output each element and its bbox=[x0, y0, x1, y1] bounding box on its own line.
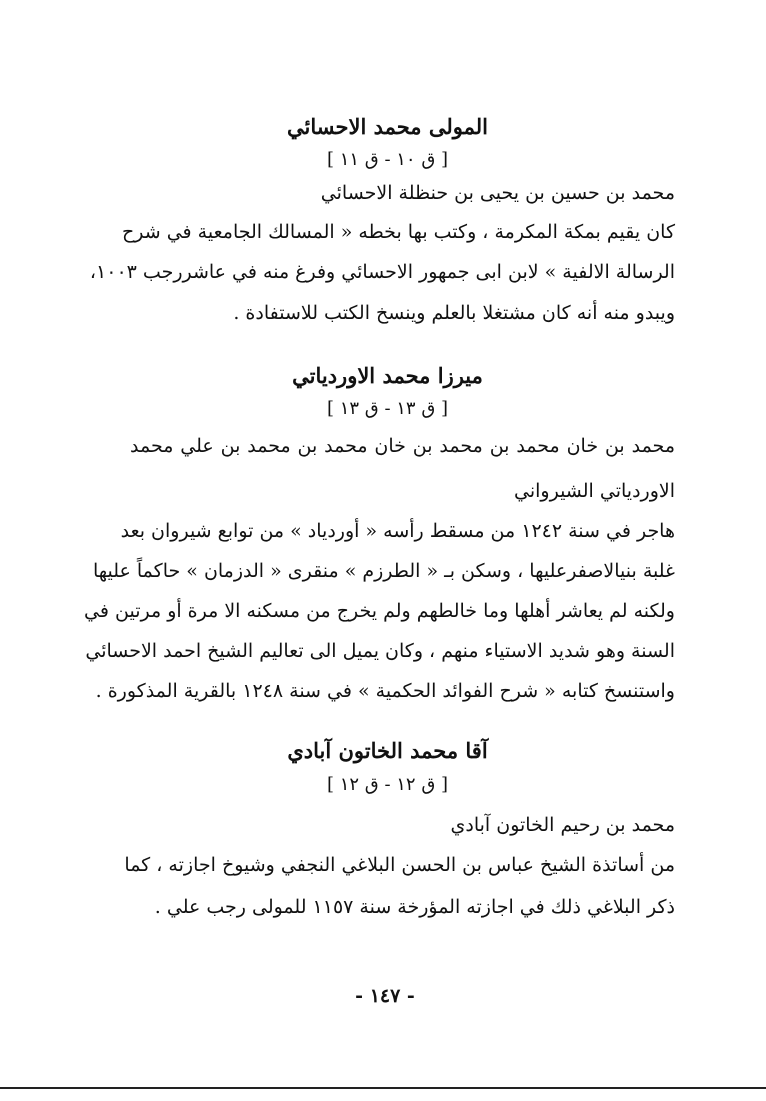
section-2-line-6: السنة وهو شديد الاستياء منهم ، وكان يميل الى تعاليم الشيخ احمد الاحسائي bbox=[85, 640, 675, 662]
section-1-line-4: ويبدو منه أنه كان مشتغلا بالعلم وينسخ الكتب للاستفادة . bbox=[233, 302, 675, 324]
section-2-dates: [ ق ١٣ - ق ١٣ ] bbox=[326, 398, 449, 419]
section-3-line-3: ذكر البلاغي ذلك في اجازته المؤرخة سنة ١١٥٧ للمولى رجب علي . bbox=[154, 896, 675, 918]
section-1-title: المولى محمد الاحسائي bbox=[287, 114, 488, 139]
section-2-line-5: ولكنه لم يعاشر أهلها وما خالطهم ولم يخرج من مسكنه الا مرة أو مرتين في bbox=[84, 600, 675, 622]
section-2-line-1: محمد بن خان محمد بن محمد بن خان محمد بن محمد بن علي محمد bbox=[130, 435, 675, 457]
section-2-title: ميرزا محمد الاوردياتي bbox=[292, 363, 483, 388]
section-3-title: آقا محمد الخاتون آبادي bbox=[287, 738, 488, 763]
section-1-line-3: الرسالة الالفية » لابن ابى جمهور الاحسائي وفرغ منه في عاشررجب ١٠٠٣، bbox=[89, 261, 675, 283]
section-1-line-1: محمد بن حسين بن يحيى بن حنظلة الاحسائي bbox=[320, 182, 675, 204]
section-2-line-2: الاوردياتي الشيرواني bbox=[514, 480, 675, 502]
section-3-dates: [ ق ١٢ - ق ١٢ ] bbox=[326, 774, 449, 795]
section-2-line-4: غلبة بنيالاصفرعليها ، وسكن بـ « الطرزم » منقرى « الدزمان » حاكماً عليها bbox=[92, 560, 675, 582]
section-1-dates: [ ق ١٠ - ق ١١ ] bbox=[326, 149, 449, 170]
section-3-line-1: محمد بن رحيم الخاتون آبادي bbox=[450, 814, 675, 836]
bottom-rule bbox=[0, 1087, 766, 1089]
section-3-line-2: من أساتذة الشيخ عباس بن الحسن البلاغي النجفي وشيوخ اجازته ، كما bbox=[124, 854, 675, 876]
section-2-line-7: واستنسخ كتابه « شرح الفوائد الحكمية » في سنة ١٢٤٨ بالقرية المذكورة . bbox=[95, 680, 675, 702]
section-2-line-3: هاجر في سنة ١٢٤٢ من مسقط رأسه « أوردياد » من توابع شيروان بعد bbox=[120, 520, 675, 542]
section-1-line-2: كان يقيم بمكة المكرمة ، وكتب بها بخطه « المسالك الجامعية في شرح bbox=[122, 221, 675, 243]
page-number: - ١٤٧ - bbox=[355, 985, 415, 1007]
